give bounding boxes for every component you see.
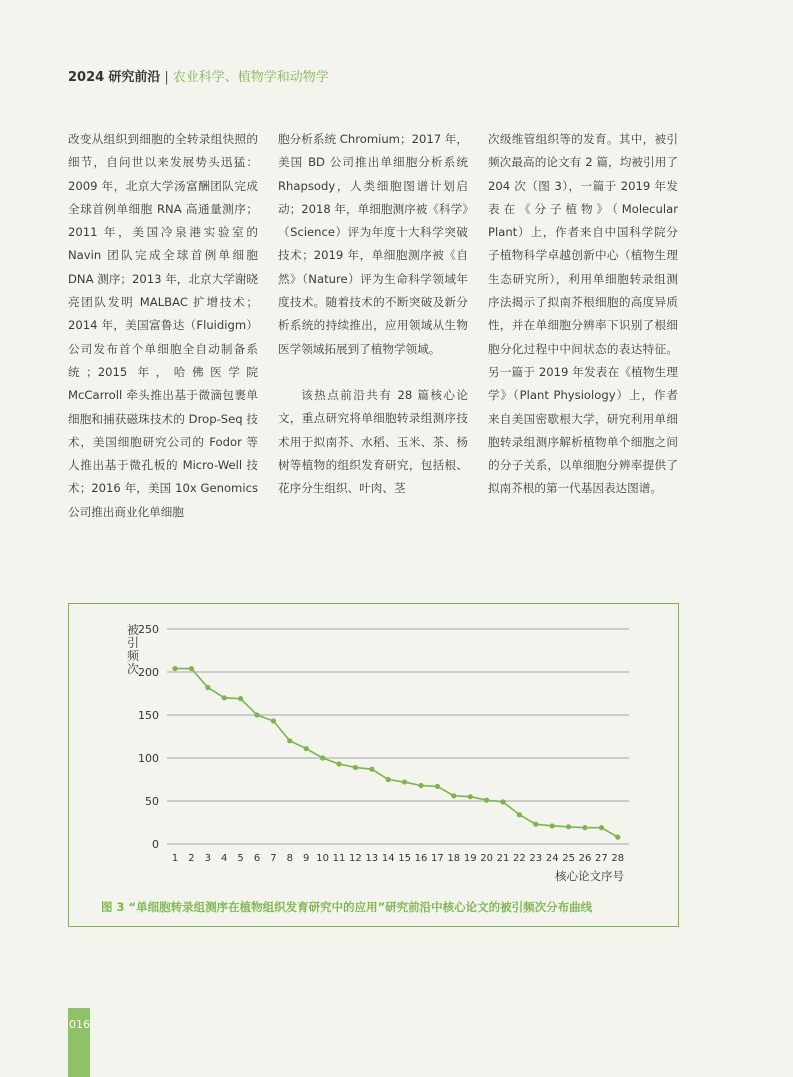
x-tick-label: 16	[414, 853, 428, 864]
x-tick-label: 6	[253, 853, 261, 864]
x-tick-label: 15	[398, 853, 411, 864]
data-point	[353, 765, 358, 770]
x-tick-label: 12	[349, 853, 362, 864]
x-tick-label: 20	[480, 853, 493, 864]
x-tick-label: 25	[562, 853, 575, 864]
figure-3	[68, 603, 679, 927]
figure-caption: 图 3 “单细胞转录组测序在植物组织发育研究中的应用”研究前沿中核心论文的被引频次分布曲线	[101, 900, 593, 914]
data-point	[418, 783, 423, 788]
x-tick-label: 14	[381, 853, 395, 864]
data-point	[451, 793, 456, 798]
x-tick-label: 22	[513, 853, 526, 864]
data-point	[550, 823, 555, 828]
body-paragraph: 次级维管组织等的发育。其中，被引频次最高的论文有 2 篇，均被引用了 204 次（图 3），一篇于 2019 年发表在《分子植物》（Molecular Plant）上，作者来自中国科学院分子植物科学卓越创新中心（植物生理生态研究所），利用单细胞转录组测序法揭示了拟南芥根细胞的高度异质性，并在单细胞分辨率下识别了根细胞分化过程中中间状态的表达特征。另一篇于 2019 年发表在《植物生理学》（Plant Physiology）上，作者来自美国密歇根大学，研究利用单细胞转录组测序解析植物单个细胞之间的分子关系，以单细胞分辨率提供了拟南芥根的第一代基因表达图谱。	[488, 132, 678, 496]
chart-grid	[167, 629, 629, 844]
body-paragraph: 改变从组织到细胞的全转录组快照的细节，自问世以来发展势头迅猛：2009 年，北京大学汤富酬团队完成全球首例单细胞 RNA 高通量测序；2011 年，美国冷泉港实验室的 Navin 团队完成全球首例单细胞 DNA 测序；2013 年，北京大学谢晓亮团队发明 MALBAC 扩增技术；2014 年，美国富鲁达（Fluidigm）公司发布首个单细胞全自动制备系统；2015 年，哈佛医学院 McCarroll 牵头推出基于微滴包裹单细胞和捕获磁珠技术的 Drop-Seq 技术，美国细胞研究公司的 Fodor 等人推出基于微孔板的 Micro-Well 技术；2016 年，美国 10x Genomics 公司推出商业化单细胞	[68, 132, 258, 519]
data-point	[615, 835, 620, 840]
data-point	[599, 825, 604, 830]
header-separator: |	[164, 70, 169, 85]
x-tick-label: 8	[286, 853, 293, 864]
data-point	[189, 666, 194, 671]
x-tick-label: 13	[365, 853, 379, 864]
data-point	[238, 696, 243, 701]
data-point	[369, 767, 374, 772]
header-title: 研究前沿	[108, 70, 161, 85]
x-tick-label: 26	[578, 853, 592, 864]
header-subtitle: 农业科学、植物学和动物学	[172, 70, 329, 85]
page-header	[68, 66, 329, 85]
page-number: 016	[69, 1018, 90, 1031]
x-tick-label: 1	[171, 853, 179, 864]
x-tick-labels	[172, 853, 624, 864]
body-paragraph: 该热点前沿共有 28 篇核心论文，重点研究将单细胞转录组测序技术用于拟南芥、水稻、玉米、茶、杨树等植物的组织发育研究，包括根、花序分生组织、叶肉、茎	[278, 387, 468, 496]
data-point	[500, 799, 505, 804]
x-tick-label: 24	[545, 853, 559, 864]
data-point	[336, 761, 341, 766]
data-point	[386, 777, 391, 782]
x-tick-label: 18	[447, 853, 461, 864]
citation-chart	[69, 604, 680, 894]
text-column-3	[488, 128, 678, 501]
x-tick-label: 23	[529, 853, 543, 864]
data-point	[287, 738, 292, 743]
x-tick-label: 3	[204, 853, 211, 864]
x-tick-label: 2	[188, 853, 195, 864]
y-tick-label: 100	[138, 752, 159, 765]
x-tick-label: 4	[221, 853, 228, 864]
x-axis-label: 核心论文序号	[555, 869, 624, 883]
data-point	[468, 794, 473, 799]
x-tick-label: 9	[303, 853, 310, 864]
x-tick-label: 28	[611, 853, 625, 864]
data-point	[402, 779, 407, 784]
y-tick-label: 50	[145, 795, 159, 808]
y-axis-label: 被引频次	[127, 623, 140, 676]
data-point	[304, 746, 309, 751]
y-tick-label: 200	[138, 666, 159, 679]
text-column-2	[278, 128, 468, 500]
x-tick-label: 11	[332, 853, 346, 864]
data-point	[566, 824, 571, 829]
x-tick-label: 19	[463, 853, 477, 864]
data-point	[484, 798, 489, 803]
data-point	[222, 695, 227, 700]
y-tick-label: 0	[152, 838, 159, 851]
x-tick-label: 10	[316, 853, 329, 864]
data-point	[254, 712, 259, 717]
data-point	[517, 812, 522, 817]
y-tick-label: 150	[138, 709, 159, 722]
data-point	[582, 825, 587, 830]
data-point	[533, 822, 538, 827]
series-line	[175, 669, 618, 838]
x-tick-label: 17	[431, 853, 444, 864]
data-point	[271, 718, 276, 723]
text-column-1	[68, 128, 258, 524]
data-point	[205, 685, 210, 690]
header-year: 2024	[68, 70, 105, 85]
x-tick-label: 7	[270, 853, 277, 864]
y-tick-label: 250	[138, 623, 159, 636]
x-tick-label: 5	[237, 853, 244, 864]
data-point	[320, 755, 325, 760]
y-tick-labels	[138, 623, 159, 851]
x-tick-label: 21	[496, 853, 510, 864]
x-tick-label: 27	[595, 853, 608, 864]
body-paragraph: 胞分析系统 Chromium；2017 年，美国 BD 公司推出单细胞分析系统 Rhapsody，人类细胞图谱计划启动；2018 年，单细胞测序被《科学》（Science）评为年度十大科学突破技术；2019 年，单细胞测序被《自然》（Nature）评为生命科学领域年度技术。随着技术的不断突破及新分析系统的持续推出，应用领域从生物医学领域拓展到了植物学领域。	[278, 132, 468, 356]
data-point	[172, 666, 177, 671]
data-points	[172, 666, 620, 840]
data-point	[435, 784, 440, 789]
